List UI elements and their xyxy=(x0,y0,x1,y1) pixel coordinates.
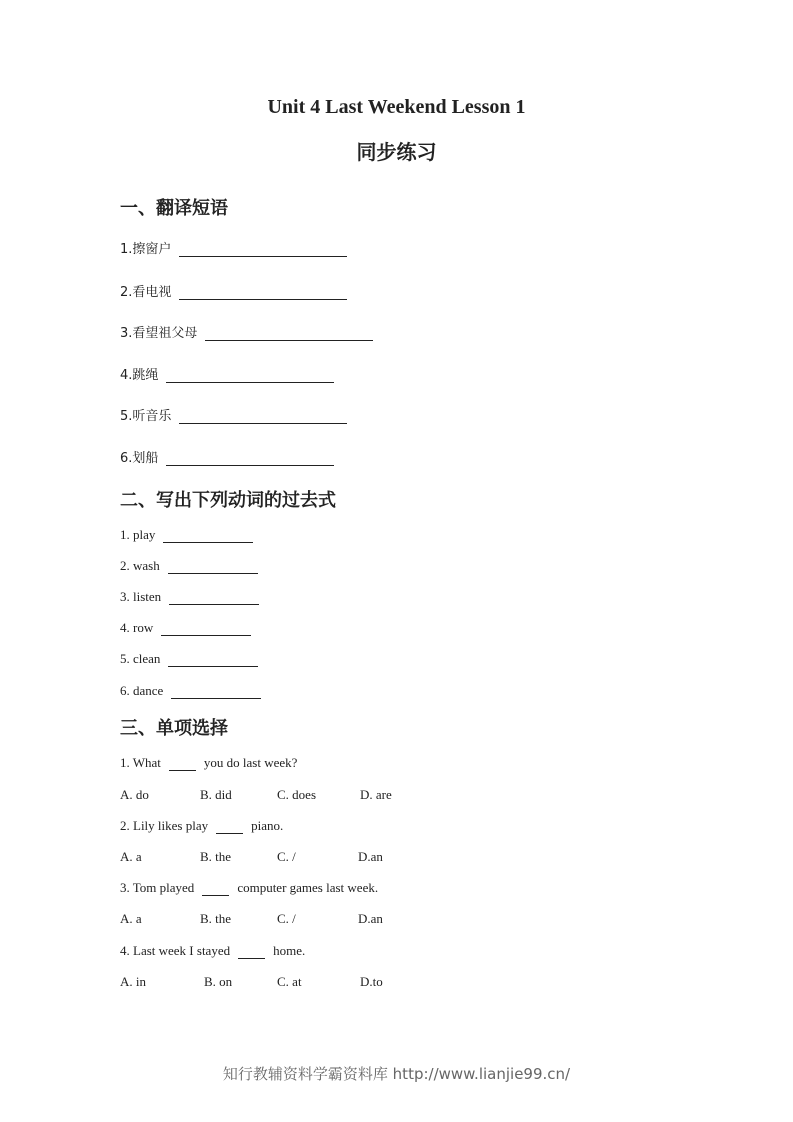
option-a[interactable]: A. a xyxy=(120,911,142,926)
question-text: 1. What xyxy=(120,755,161,770)
option-d[interactable]: D.to xyxy=(360,974,383,989)
item-label: 4.跳绳 xyxy=(120,368,159,383)
answer-blank[interactable] xyxy=(166,370,334,383)
answer-blank[interactable] xyxy=(166,453,334,466)
item-label: 5. clean xyxy=(120,651,161,666)
answer-blank[interactable] xyxy=(179,287,347,300)
option-b[interactable]: B. the xyxy=(200,911,232,926)
question xyxy=(120,880,378,896)
answer-blank[interactable] xyxy=(216,821,243,834)
option-b[interactable]: B. did xyxy=(200,787,232,802)
footer-watermark: 知行教辅资料学霸资料库 http://www.lianjie99.cn/ xyxy=(222,1065,571,1083)
verb-item xyxy=(120,589,259,605)
verb-item xyxy=(120,527,253,543)
question-text: 3. Tom played xyxy=(120,880,195,895)
option-c[interactable]: C. does xyxy=(277,787,316,802)
answer-blank[interactable] xyxy=(161,623,251,636)
item-label: 3.看望祖父母 xyxy=(120,326,198,341)
translation-item xyxy=(120,447,334,466)
option-a[interactable]: A. in xyxy=(120,974,146,989)
item-label: 5.听音乐 xyxy=(120,409,172,424)
translation-item xyxy=(120,322,373,341)
answer-blank[interactable] xyxy=(202,883,229,896)
answer-blank[interactable] xyxy=(238,946,265,959)
page-title: Unit 4 Last Weekend Lesson 1 xyxy=(267,96,526,118)
translation-item xyxy=(120,238,347,257)
question xyxy=(120,943,305,959)
item-label: 4. row xyxy=(120,620,154,635)
answer-blank[interactable] xyxy=(179,244,347,257)
option-d[interactable]: D.an xyxy=(358,911,383,926)
answer-blank[interactable] xyxy=(171,686,261,699)
verb-item xyxy=(120,683,261,699)
question xyxy=(120,755,297,771)
answer-blank[interactable] xyxy=(163,530,253,543)
item-label: 6. dance xyxy=(120,683,164,698)
question-text: 4. Last week I stayed xyxy=(120,943,231,958)
question-text: computer games last week. xyxy=(237,880,379,895)
translation-item xyxy=(120,281,347,300)
answer-blank[interactable] xyxy=(168,561,258,574)
option-c[interactable]: C. / xyxy=(277,849,296,864)
section-3-heading: 三、单项选择 xyxy=(120,718,228,739)
section-1-heading: 一、翻译短语 xyxy=(120,198,228,219)
question-text: you do last week? xyxy=(203,755,298,770)
answer-blank[interactable] xyxy=(169,592,259,605)
option-c[interactable]: C. at xyxy=(277,974,302,989)
question-text: home. xyxy=(273,943,306,958)
item-label: 2. wash xyxy=(120,558,160,573)
option-b[interactable]: B. the xyxy=(200,849,232,864)
option-b[interactable]: B. on xyxy=(204,974,233,989)
option-d[interactable]: D. are xyxy=(360,787,392,802)
item-label: 6.划船 xyxy=(120,451,159,466)
option-d[interactable]: D.an xyxy=(358,849,383,864)
translation-item xyxy=(120,364,334,383)
answer-blank[interactable] xyxy=(168,654,258,667)
item-label: 3. listen xyxy=(120,589,162,604)
translation-item xyxy=(120,405,347,424)
verb-item xyxy=(120,651,258,667)
item-label: 1. play xyxy=(120,527,156,542)
option-a[interactable]: A. do xyxy=(120,787,149,802)
question xyxy=(120,818,283,834)
option-c[interactable]: C. / xyxy=(277,911,296,926)
option-a[interactable]: A. a xyxy=(120,849,142,864)
question-text: piano. xyxy=(251,818,284,833)
item-label: 1.擦窗户 xyxy=(120,242,172,257)
section-2-heading: 二、写出下列动词的过去式 xyxy=(120,490,336,511)
answer-blank[interactable] xyxy=(179,411,347,424)
answer-blank[interactable] xyxy=(205,328,373,341)
page-subtitle: 同步练习 xyxy=(356,140,437,164)
verb-item xyxy=(120,620,251,636)
answer-blank[interactable] xyxy=(169,758,196,771)
question-text: 2. Lily likes play xyxy=(120,818,209,833)
verb-item xyxy=(120,558,258,574)
item-label: 2.看电视 xyxy=(120,285,172,300)
